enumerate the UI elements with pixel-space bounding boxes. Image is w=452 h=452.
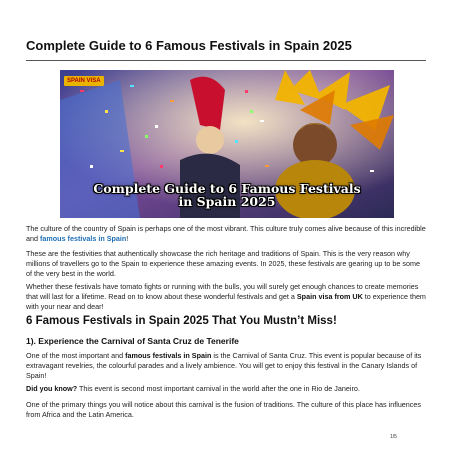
- carnival-text-end: is the Carnival of Santa Cruz. This event is popular because of its extravagant revelries, the colourful parades and a lively ambience. You will get to enjoy this festival in the Canary Islands of Spain!: [26, 351, 422, 380]
- festivals-link[interactable]: famous festivals in Spain: [40, 234, 127, 243]
- traditions-paragraph: One of the primary things you will notice about this carnival is the fusion of traditions. The culture of this place has influences from Africa and the Latin America.: [26, 400, 421, 419]
- page-title: Complete Guide to 6 Famous Festivals in Spain 2025: [26, 38, 352, 53]
- heritage-paragraph: These are the festivities that authentically showcase the rich heritage and traditions of Spain. This is the very reason why millions of travellers go to the Spain to experience these amazing events. In 2025, these festivals are gearing up to be some of the very best in the world.: [26, 249, 420, 278]
- visa-paragraph: [26, 282, 426, 312]
- subsection-heading: 1). Experience the Carnival of Santa Cruz de Tenerife: [26, 336, 239, 346]
- visa-text-end: to experience them with your near and dear!: [26, 292, 426, 311]
- section-heading: 6 Famous Festivals in Spain 2025 That You Mustn’t Miss!: [26, 315, 337, 327]
- carnival-text: One of the most important and: [26, 351, 126, 360]
- intro-text-end: !: [126, 234, 129, 243]
- hero-caption-line1: Complete Guide to 6 Famous Festivals: [93, 181, 361, 196]
- title-divider: [26, 60, 426, 61]
- hero-caption: [60, 182, 394, 208]
- did-you-know-text: This event is second most important carnival in the world after the one in Rio de Janeiro.: [77, 384, 360, 393]
- did-you-know-label: Did you know?: [26, 384, 78, 393]
- carnival-paragraph: [26, 351, 426, 381]
- intro-text: The culture of the country of Spain is perhaps one of the most vibrant. This culture truly comes alive because of this incredible and: [26, 224, 426, 243]
- hero-image: [60, 70, 394, 218]
- visa-bold-text: Spain visa from UK: [296, 292, 363, 301]
- intro-paragraph: [26, 224, 426, 244]
- hero-caption-line2: in Spain 2025: [178, 194, 276, 209]
- did-you-know-paragraph: [26, 384, 426, 394]
- page-number: 1/5: [390, 434, 397, 440]
- brand-logo: SPAIN VISA: [64, 76, 104, 86]
- carnival-bold-text: famous festivals in Spain: [125, 351, 212, 360]
- visa-text: Whether these festivals have tomato fights or running with the bulls, you will surely get enough chances to create memories that will last for a lifetime. Read on to know about these wonderful festivals and get a: [26, 282, 419, 301]
